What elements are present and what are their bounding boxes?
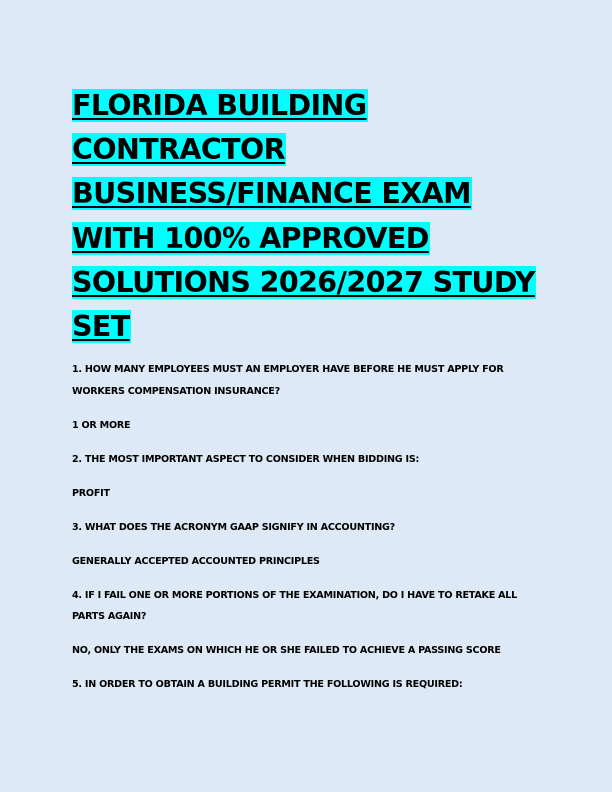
- question-5: 5. IN ORDER TO OBTAIN A BUILDING PERMIT THE FOLLOWING IS REQUIRED:: [72, 679, 463, 691]
- answer-1: 1 OR MORE: [72, 419, 131, 431]
- question-1: 1. HOW MANY EMPLOYEES MUST AN EMPLOYER HAVE BEFORE HE MUST APPLY FOR WORKERS COMPENSATION INSURANCE?: [72, 364, 504, 397]
- question-2: 2. THE MOST IMPORTANT ASPECT TO CONSIDER WHEN BIDDING IS:: [72, 453, 420, 465]
- title-line: FLORIDA BUILDING: [72, 89, 367, 122]
- title-line: BUSINESS/FINANCE EXAM: [72, 177, 471, 211]
- document-title: [72, 84, 542, 349]
- title-line: CONTRACTOR: [72, 133, 285, 167]
- title-line: WITH 100% APPROVED: [72, 221, 429, 255]
- title-line: SOLUTIONS 2026/2027 STUDY: [72, 265, 535, 299]
- document-page: [72, 84, 542, 696]
- answer-4: NO, ONLY THE EXAMS ON WHICH HE OR SHE FAILED TO ACHIEVE A PASSING SCORE: [72, 645, 501, 657]
- question-answer-list: [72, 359, 542, 696]
- question-4: 4. IF I FAIL ONE OR MORE PORTIONS OF THE EXAMINATION, DO I HAVE TO RETAKE ALL PARTS AGAIN?: [72, 589, 517, 623]
- title-line: SET: [72, 310, 130, 344]
- answer-2: PROFIT: [72, 487, 110, 499]
- question-3: 3. WHAT DOES THE ACRONYM GAAP SIGNIFY IN ACCOUNTING?: [72, 521, 395, 533]
- answer-3: GENERALLY ACCEPTED ACCOUNTED PRINCIPLES: [72, 555, 320, 567]
